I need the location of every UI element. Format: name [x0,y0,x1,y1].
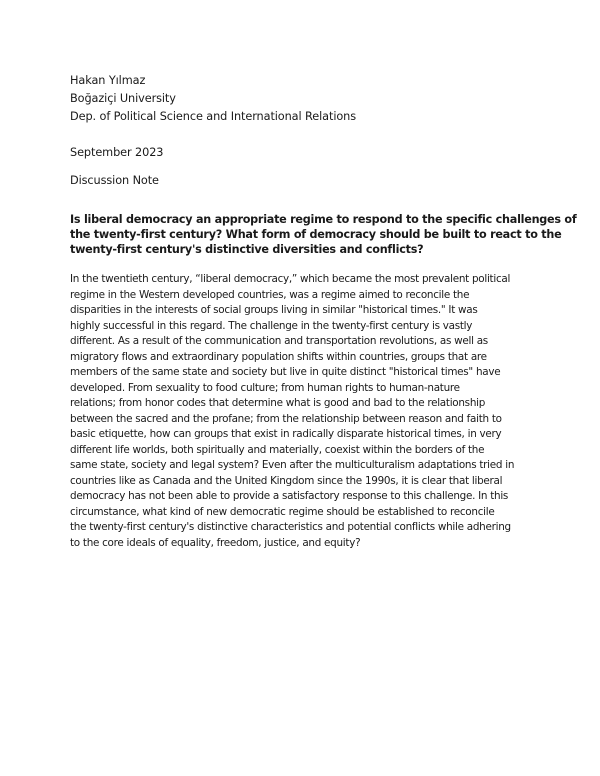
body-line: same state, society and legal system? Even after the multiculturalism adaptations tried in [70,459,515,471]
author-department: Dep. of Political Science and International Relations [70,110,357,123]
body-line: between the sacred and the profane; from the relationship between reason and faith to [70,412,502,425]
body-line: In the twentieth century, “liberal democracy,” which became the most prevalent political [70,273,511,285]
author-name: Hakan Yılmaz [70,74,146,87]
question-line: the twenty-first century? What form of democracy should be built to react to the [70,228,562,241]
body-line: countries like as Canada and the United Kingdom since the 1990s, it is clear that liberal [70,474,503,487]
body-line: relations; from honor codes that determine what is good and bad to the relationship [70,397,486,409]
body-paragraph [70,272,540,551]
body-line: members of the same state and society but live in quite distinct "historical times" have [70,366,501,378]
document-type: Discussion Note [70,174,159,187]
body-line: the twenty-first century's distinctive characteristics and potential conflicts while adhering [70,521,511,533]
body-line: disparities in the interests of social groups living in similar "historical times." It was [70,304,478,316]
body-line: migratory flows and extraordinary population shifts within countries, groups that are [70,350,487,363]
body-line: developed. From sexuality to food culture; from human rights to human-nature [70,381,460,394]
question-line: twenty-first century's distinctive diversities and conflicts? [70,243,424,256]
author-university: Boğaziçi University [70,92,176,105]
author-block [70,72,530,126]
body-line: highly successful in this regard. The challenge in the twenty-first century is vastly [70,319,473,332]
body-line: different life worlds, both spiritually and materially, coexist within the borders of the [70,443,485,456]
document-date: September 2023 [70,146,164,159]
body-line: to the core ideals of equality, freedom, justice, and equity? [70,536,361,549]
body-line: democracy has not been able to provide a satisfactory response to this challenge. In this [70,490,509,502]
body-line: basic etiquette, how can groups that exist in radically disparate historical times, in very [70,428,502,440]
question-line: Is liberal democracy an appropriate regime to respond to the specific challenges of [70,213,577,226]
body-line: regime in the Western developed countries, was a regime aimed to reconcile the [70,288,470,301]
question-heading [70,212,577,257]
body-line: different. As a result of the communication and transportation revolutions, as well as [70,335,488,347]
body-line: circumstance, what kind of new democratic regime should be established to reconcile [70,505,495,518]
